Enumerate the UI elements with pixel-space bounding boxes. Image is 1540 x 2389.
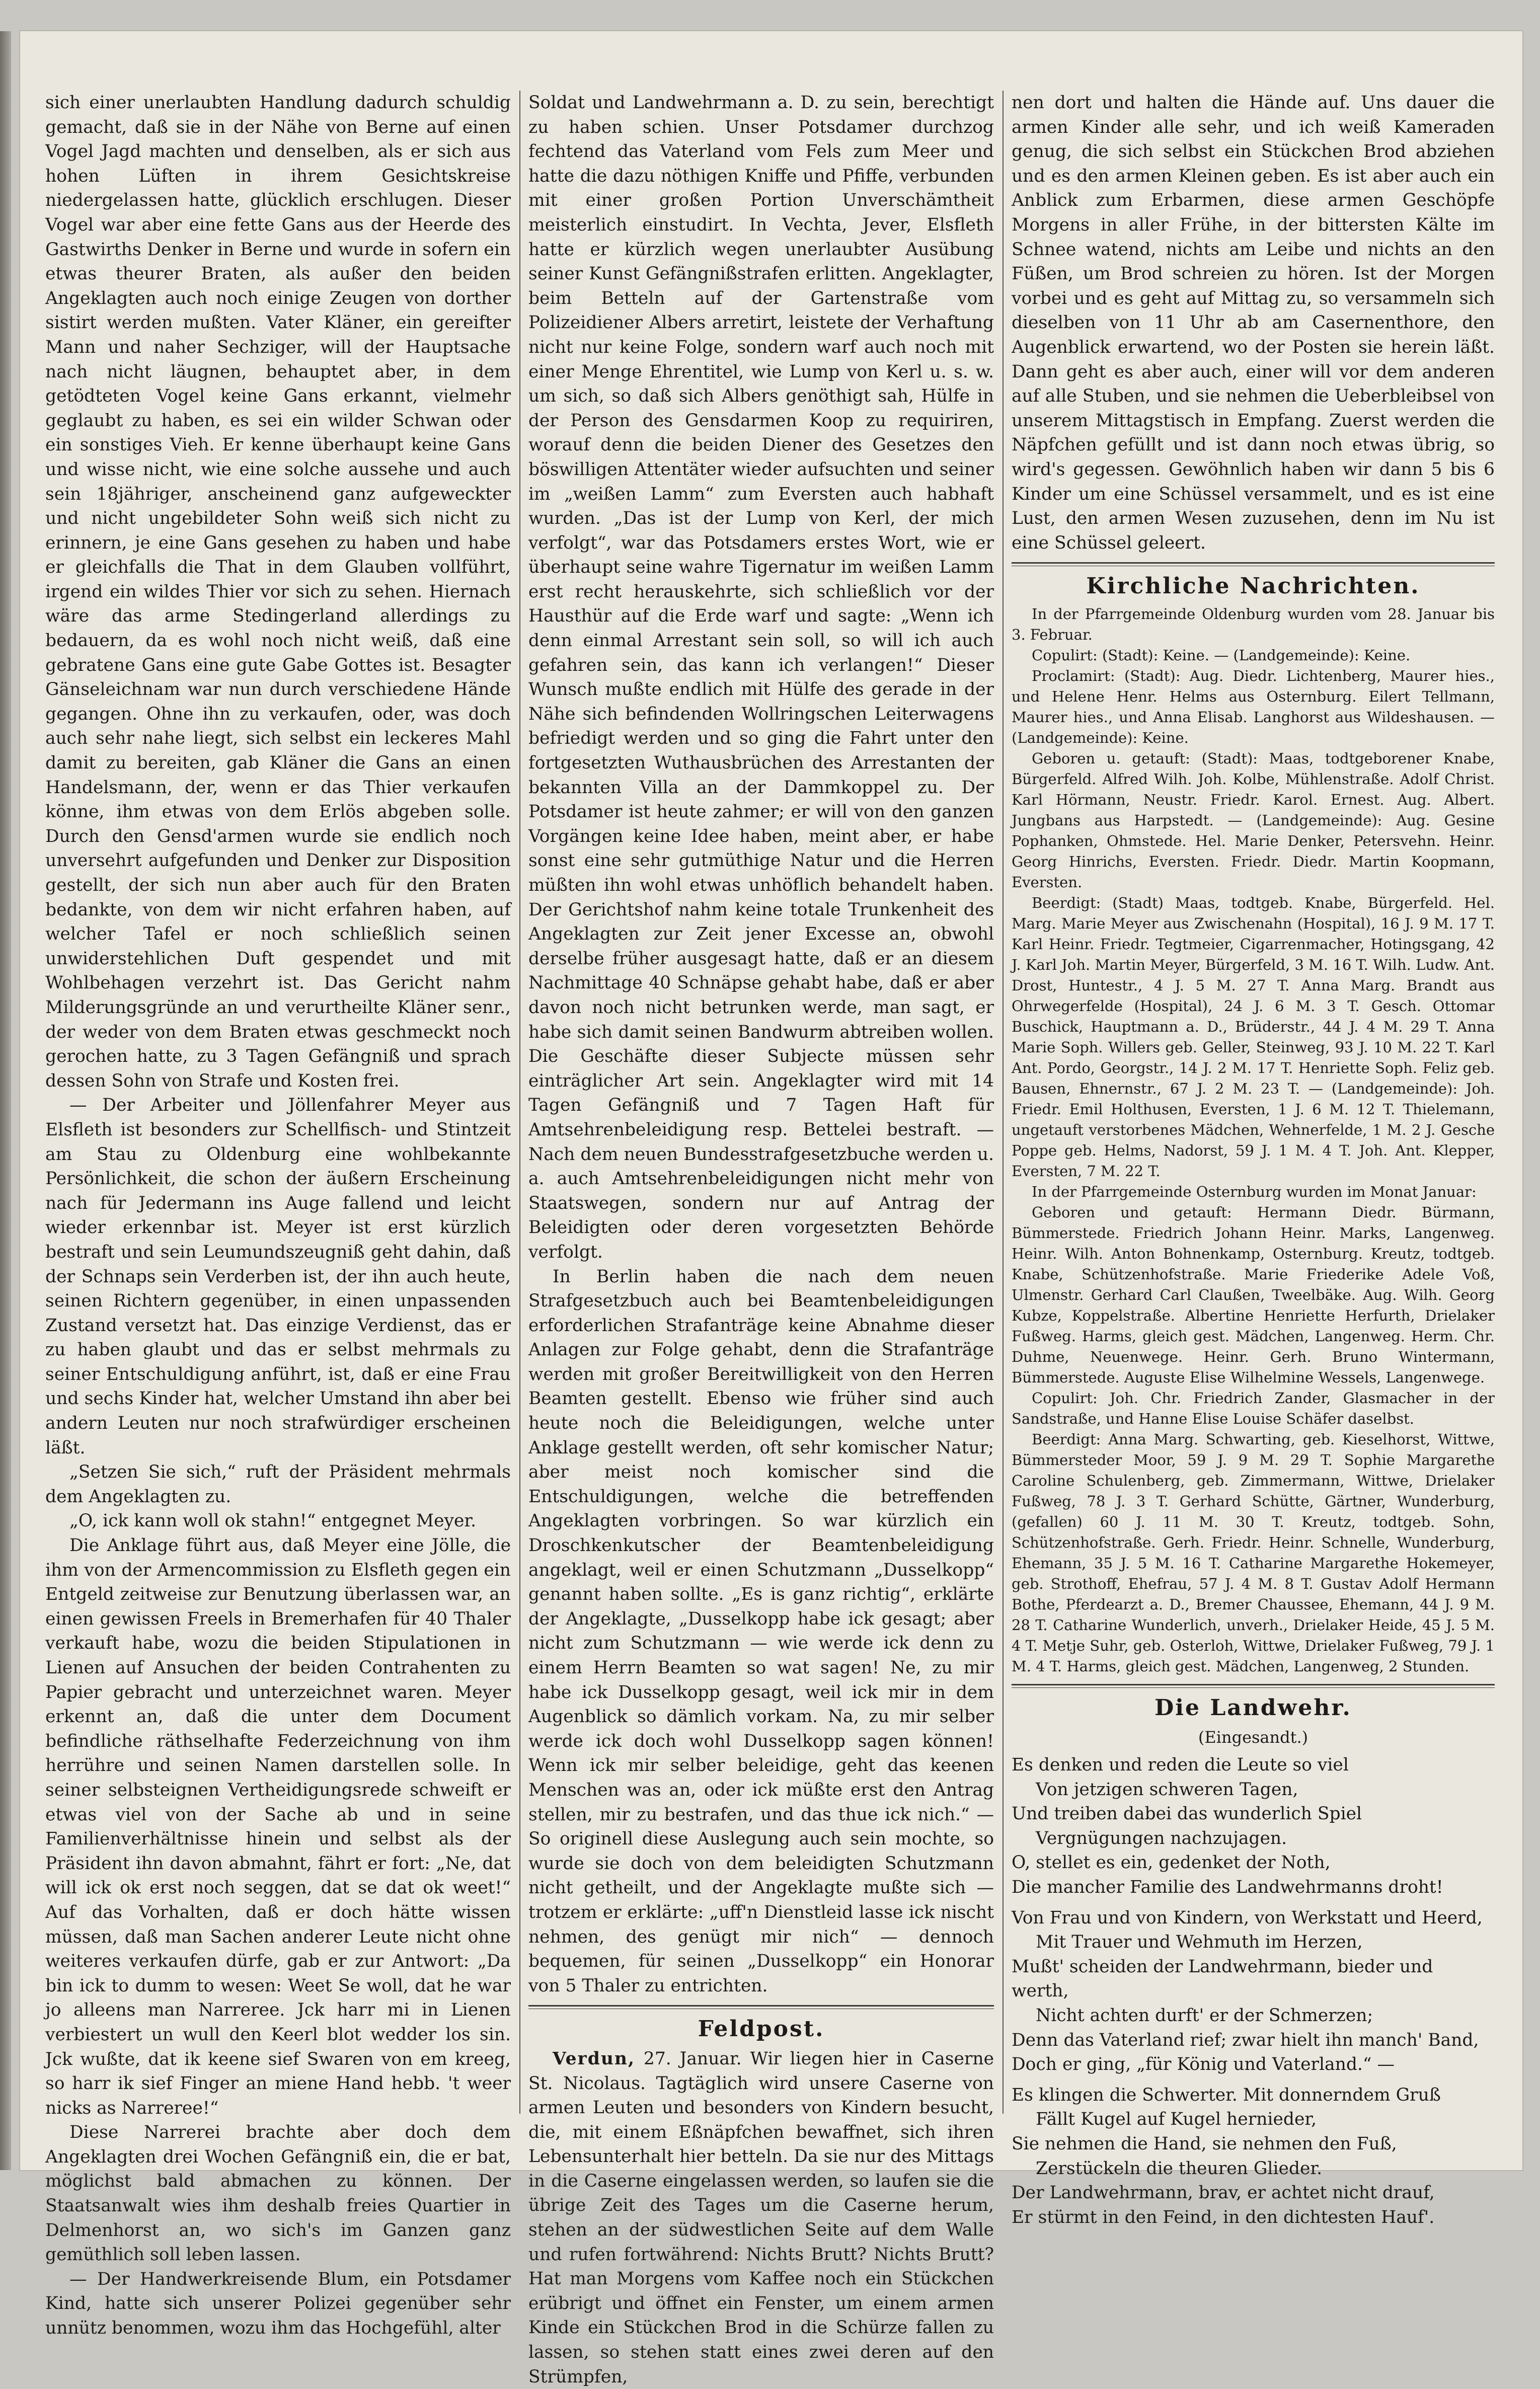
article-paragraph: „Setzen Sie sich,“ ruft der Präsident mehrmals dem Angeklagten zu. xyxy=(45,1462,511,1507)
poem-line: Sie nehmen die Hand, sie nehmen den Fuß, xyxy=(1012,2133,1397,2154)
section-heading-feldpost: Feldpost. xyxy=(698,2016,825,2042)
section-heading-kirchliche: Kirchliche Nachrichten. xyxy=(1086,573,1420,599)
section-divider xyxy=(1012,562,1495,566)
article-paragraph: Die Anklage führt aus, daß Meyer eine Jölle, die ihm von der Armencommission zu Elsfleth gegen ein Entgeld zeitweise zur Benutzung überlassen war, an einen gewissen Freels in Bremerhafen für 40 Thaler verkauft habe, wozu die beiden Stipulationen in Lienen auf Ansuchen der beiden Contrahenten zu Papier gebracht und unterzeichnet waren. Meyer erkennt an, daß die unter dem Document befindliche räthselhafte Federzeichnung von ihm herrühre und seinen Namen darstellen solle. In seiner selbsteignen Vertheidigungsrede schweift er etwas viel von der Sache ab und in seine Familienverhältnisse hinein und selbst als der Präsident ihn davon abmahnt, fährt er fort: „Ne, dat will ick ok erst noch seggen, dat se dat ok weet!“ Auf das Vorhalten, daß er doch hätte wissen müssen, daß man Sachen anderer Leute nicht ohne weiteres verkaufen dürfe, gab er zur Antwort: „Da bin ick to dumm to wesen: Weet Se woll, dat he war jo alleens man Narreree. Jck harr mi in Lienen verbiestert un wull den Keerl blot wedder los sin. Jck wußte, dat ik keene sief Swaren von em kreeg, so harr ik sief Finger an miene Hand hebb. 't weer nicks as Narreree!“ xyxy=(45,1535,511,2118)
poem-line: O, stellet es ein, gedenket der Noth, xyxy=(1012,1853,1331,1873)
church-entry: Geboren u. getauft: (Stadt): Maas, todtgeborener Knabe, Bürgerfeld. Alfred Wilh. Joh. Kolbe, Mühlenstraße. Adolf Christ. Karl Hörmann, Neustr. Friedr. Karol. Ernest. Aug. Albert. Jungbans aus Harpstedt. — (Landgemeinde): Aug. Gesine Pophanken, Ohmstede. Hel. Marie Denker, Petersvehn. Heinr. Georg Hinrichs, Eversten. Friedr. Diedr. Martin Koopmann, Eversten. xyxy=(1012,749,1495,891)
article-paragraph: „O, ick kann woll ok stahn!“ entgegnet Meyer. xyxy=(69,1511,477,1531)
dateline: Verdun, xyxy=(553,2048,636,2069)
poem-line: Von Frau und von Kindern, von Werkstatt und Heerd, xyxy=(1012,1907,1483,1928)
church-intro: In der Pfarrgemeinde Osternburg wurden im Monat Januar: xyxy=(1032,1183,1477,1200)
feldpost-text: 27. Januar. Wir liegen hier in Caserne St. Nicolaus. Tagtäglich wird unsere Caserne von armen Leuten und besonders von Kindern besucht, die, mit einem Eßnäpfchen bewaffnet, sich ihren Lebensunterhalt hier betteln. Da sie nur des Mittags in die Caserne eingelassen werden, so laufen sie die übrige Zeit des Tages um die Caserne herum, stehen an der südwestlichen Seite auf dem Walle und rufen fortwährend: Nichts Brutt? Nichts Brutt? Hat man Morgens vom Kaffee noch ein Stückchen erübrigt und öffnet ein Fenster, um einem armen Kinde ein Stückchen Brod in die Schürze fallen zu lassen, so stehen statt eines zwei deren auf den Strümpfen, xyxy=(528,2048,994,2387)
article-paragraph: sich einer unerlaubten Handlung dadurch schuldig gemacht, daß sie in der Nähe von Berne auf einen Vogel Jagd machten und denselben, als er sich aus hohen Lüften in ihrem Gesichtskreise niedergelassen hatte, glücklich erschlugen. Dieser Vogel war aber eine fette Gans aus der Heerde des Gastwirths Denker in Berne und wurde in sofern ein etwas theurer Braten, als außer den beiden Angeklagten auch noch einige Zeugen von dorther sistirt werden mußten. Vater Kläner, ein gereifter Mann und naher Sechziger, will der Hauptsache nach nicht läugnen, behauptet aber, in dem getödteten Vogel keine Gans erkannt, vielmehr geglaubt zu haben, es sei ein wilder Schwan oder ein sonstiges Vieh. Er kenne überhaupt keine Gans und wisse nicht, wie eine solche aussehe und auch sein 18jähriger, anscheinend ganz aufgeweckter und nicht ungebildeter Sohn weiß sich nicht zu erinnern, je eine Gans gesehen zu haben und habe er gleichfalls die That in dem Glauben vollführt, irgend ein wildes Thier vor sich zu sehen. Hiernach wäre das arme Stedingerland allerdings zu bedauern, da es wohl noch nicht weiß, daß eine gebratene Gans eine gute Gabe Gottes ist. Besagter Gänseleichnam war nun durch verschiedene Hände gegangen. Ohne ihn zu verkaufen, oder, was doch auch sehr nahe liegt, sich selbst ein leckeres Mahl damit zu bereiten, gab Kläner die Gans an einen Handelsmann, der, wenn er das Thier verkaufen könne, ihm etwas von dem Erlös abgeben solle. Durch den Gensd'armen wurde sie endlich noch unversehrt aufgefunden und Denker zur Disposition gestellt, der sich nun aber auch für den Braten bedankte, von dem wir nicht erfahren haben, auf welcher Tafel er noch schließlich seinen unwiderstehlichen Duft gespendet und mit Wohlbehagen verzehrt ist. Das Gericht nahm Milderungsgründe an und verurtheilte Kläner senr., der weder von dem Braten etwas geschmeckt noch gerochen hatte, zu 3 Tagen Gefängniß und sprach dessen Sohn von Strafe und Kosten frei. xyxy=(45,93,511,1091)
column-rule xyxy=(1003,91,1004,2114)
church-entry: Proclamirt: (Stadt): Aug. Diedr. Lichtenberg, Maurer hies., und Helene Henr. Helms aus Osternburg. Eilert Tellmann, Maurer hies., und Anna Elisab. Langhorst aus Wildeshausen. — (Landgemeinde): Keine. xyxy=(1012,667,1495,746)
article-paragraph: Diese Narrerei brachte aber doch dem Angeklagten drei Wochen Gefängniß ein, die er bat, möglichst bald abmachen zu können. Der Staatsanwalt wies ihm deshalb freies Quartier in Delmenhorst an, wo sich's im Ganzen ganz gemüthlich soll leben lassen. xyxy=(45,2122,511,2265)
church-entry: Geboren und getauft: Hermann Diedr. Bürmann, Bümmerstede. Friedrich Johann Heinr. Marks, Langenweg. Heinr. Wilh. Anton Bohnenkamp, Osternburg. Kreutz, todtgeb. Knabe, Schützenhofstraße. Marie Friederike Adele Voß, Ulmenstr. Gerhard Carl Claußen, Tweelbäke. Aug. Wilh. Georg Kubze, Koppelstraße. Albertine Henriette Herfurth, Drielaker Fußweg. Harms, gleich gest. Mädchen, Langenweg. Herm. Chr. Duhme, Neuenwege. Heinr. Gerh. Bruno Wintermann, Bümmerstede. Auguste Elise Wilhelmine Wessels, Langenwege. xyxy=(1012,1203,1495,1386)
poem-line: Doch er ging, „für König und Vaterland.“ — xyxy=(1012,2054,1395,2075)
newspaper-page xyxy=(20,31,1522,2387)
article-paragraph: Soldat und Landwehrmann a. D. zu sein, berechtigt zu haben schien. Unser Potsdamer durchzog fechtend das Vaterland vom Fels zum Meer und hatte die dazu nöthigen Kniffe und Pfiffe, verbunden mit einer großen Portion Unverschämtheit meisterlich einstudirt. In Vechta, Jever, Elsfleth hatte er kürzlich wegen unerlaubter Ausübung seiner Kunst Gefängnißstrafen erlitten. Angeklagter, beim Betteln auf der Gartenstraße vom Polizeidiener Albers arretirt, leistete der Verhaftung nicht nur keine Folge, sondern warf auch noch mit einer Menge Ehrentitel, wie Lump von Kerl u. s. w. um sich, so daß sich Albers genöthigt sah, Hülfe in der Person des Gensdarmen Koop zu requiriren, worauf denn die beiden Diener des Gesetzes den böswilligen Attentäter wieder aufsuchten und seiner im „weißen Lamm“ zum Eversten auch habhaft wurden. „Das ist der Lump von Kerl, der mich verfolgt“, war das Potsdamers erstes Wort, wie er überhaupt seine wahre Tigernatur im weißen Lamm erst recht herauskehrte, sich schließlich vor der Hausthür auf die Erde warf und sagte: „Wenn ich denn einmal Arrestant sein soll, so will ich auch gefahren sein, das kann ich verlangen!“ Dieser Wunsch mußte endlich mit Hülfe des gerade in der Nähe sich befindenden Wollringschen Leiterwagens befriedigt werden und so ging die Fahrt unter den fortgesetzten Wuthausbrüchen des Arrestanten der bekannten Villa an der Dammkoppel zu. Der Potsdamer ist heute zahmer; er will von den ganzen Vorgängen keine Idee haben, meint aber, er habe sonst eine sehr gutmüthige Natur und die Herren müßten ihn wohl etwas unhöflich behandelt haben. Der Gerichtshof nahm keine totale Trunkenheit des Angeklagten zur Zeit jener Excesse an, obwohl derselbe früher ausgesagt hatte, daß er an diesem Nachmittage 40 Schnäpse gehabt habe, daß er aber davon noch nicht betrunken werde, man sagt, er habe sich damit seinen Bandwurm abtreiben wollen. Die Geschäfte dieser Subjecte müssen sehr einträglicher Art sein. Angeklagter wird mit 14 Tagen Gefängniß und 7 Tagen Haft für Amtsehrenbeleidigung resp. Bettelei bestraft. — Nach dem neuen Bundesstrafgesetzbuche werden u. a. auch Amtsehrenbeleidigungen nicht mehr von Staatswegen, sondern nur auf Antrag der Beleidigten oder deren vorgesetzten Behörde verfolgt. xyxy=(528,93,994,1262)
section-divider xyxy=(1012,1684,1495,1688)
poem xyxy=(1012,1753,1495,2229)
article-paragraph: nen dort und halten die Hände auf. Uns dauer die armen Kinder alle sehr, und ich weiß Kameraden genug, die sich selbst ein Stückchen Brod abziehen und es den armen Kleinen geben. Es ist aber auch ein Anblick zum Erbarmen, diese armen Geschöpfe Morgens in aller Frühe, in der bittersten Kälte im Schnee watend, nichts am Leibe und nichts an den Füßen, um Brod schreien zu hören. Ist der Morgen vorbei und es geht auf Mittag zu, so versammeln sich dieselben von 11 Uhr ab am Casernenthore, den Augenblick erwartend, wo der Posten sie herein läßt. Dann geht es aber auch, einer will vor dem anderen auf alle Stuben, und sie nehmen die Ueberbleibsel von unserem Mittagstisch in Empfang. Zuerst werden die Näpfchen gefüllt und ist dann noch etwas übrig, so wird's gegessen. Gewöhnlich haben wir dann 5 bis 6 Kinder um eine Schüssel versammelt, und es ist eine Lust, den armen Wesen zuzusehen, denn im Nu ist eine Schüssel geleert. xyxy=(1012,93,1495,553)
poem-title: Die Landwehr. xyxy=(1154,1694,1352,1721)
column-2 xyxy=(528,91,994,2387)
poem-line: Die mancher Familie des Landwehrmanns droht! xyxy=(1012,1877,1443,1898)
article-paragraph: — Der Handwerkreisende Blum, ein Potsdamer Kind, hatte sich unserer Polizei gegenüber sehr unnütz benommen, wozu ihm das Hochgefühl, alter xyxy=(45,2269,511,2339)
poem-line: Mußt' scheiden der Landwehrmann, bieder und werth, xyxy=(1012,1956,1433,2001)
poem-line: Von jetzigen schweren Tagen, xyxy=(1036,1779,1298,1800)
column-3 xyxy=(1012,91,1495,2227)
church-entry: Beerdigt: (Stadt) Maas, todtgeb. Knabe, Bürgerfeld. Hel. Marg. Marie Meyer aus Zwischenahn (Hospital), 16 J. 9 M. 17 T. Karl Heinr. Friedr. Tegtmeier, Cigarrenmacher, Hotingsgang, 42 J. Karl Joh. Martin Meyer, Bürgerfeld, 3 M. 16 T. Wilh. Ludw. Ant. Drost, Huntestr., 4 J. 5 M. 27 T. Anna Marg. Brandt aus Ohrwegerfelde (Hospital), 24 J. 6 M. 3 T. Gesch. Ottomar Buschick, Hauptmann a. D., Brüderstr., 44 J. 4 M. 29 T. Anna Marie Soph. Willers geb. Geller, Steinweg, 93 J. 10 M. 22 T. Karl Ant. Pordo, Georgstr., 14 J. 2 M. 17 T. Henriette Soph. Feliz geb. Bausen, Ehnernstr., 67 J. 2 M. 23 T. — (Landgemeinde): Joh. Friedr. Emil Holthusen, Eversten, 1 J. 6 M. 12 T. Thielemann, ungetauft verstorbenes Mädchen, Wehnerfelde, 1 M. 2 J. Gesche Poppe geb. Helms, Nadorst, 59 J. 1 M. 4 T. Joh. Ant. Klepper, Eversten, 7 M. 22 T. xyxy=(1012,894,1495,1180)
poem-subtitle: (Eingesandt.) xyxy=(1198,1728,1308,1747)
church-entry: Copulirt: (Stadt): Keine. — (Landgemeinde): Keine. xyxy=(1032,646,1411,664)
column-1 xyxy=(45,91,511,2339)
poem-line: Es denken und reden die Leute so viel xyxy=(1012,1755,1349,1776)
poem-line: Der Landwehrmann, brav, er achtet nicht drauf, xyxy=(1012,2183,1435,2203)
poem-line: Mit Trauer und Wehmuth im Herzen, xyxy=(1036,1932,1363,1953)
poem-line: Vergnügungen nachzujagen. xyxy=(1036,1828,1287,1848)
article-paragraph: — Der Arbeiter und Jöllenfahrer Meyer aus Elsfleth ist besonders zur Schellfisch- und Stintzeit am Stau zu Oldenburg eine wohlbekannte Persönlichkeit, die schon der äußern Erscheinung nach für Jedermann ins Auge fallend und leicht wieder erkennbar ist. Meyer ist erst kürzlich bestraft und sein Leumundszeugniß geht dahin, daß der Schnaps sein Verderben ist, der ihn auch heute, seinen Richtern gegenüber, in einen unpassenden Zustand versetzt hat. Das einzige Verdienst, das er zu haben glaubt und das er selbst mehrmals zu seiner Entschuldigung anführt, ist, daß er eine Frau und sechs Kinder hat, welcher Umstand ihn aber bei andern Leuten nur noch strafwürdiger erscheinen läßt. xyxy=(45,1095,511,1458)
poem-line: Fällt Kugel auf Kugel hernieder, xyxy=(1036,2109,1317,2130)
poem-line: Denn das Vaterland rief; zwar hielt ihn manch' Band, xyxy=(1012,2030,1479,2050)
church-entry: Beerdigt: Anna Marg. Schwarting, geb. Kieselhorst, Wittwe, Bümmersteder Moor, 59 J. 9 M. 29 T. Sophie Margarethe Caroline Schulenberg, geb. Zimmermann, Wittwe, Drielaker Fußweg, 78 J. 3 T. Gerhard Schütte, Gärtner, Wunderburg, (gefallen) 60 J. 11 M. 30 T. Kreutz, todtgeb. Sohn, Schützenhofstraße. Gerh. Friedr. Heinr. Schnelle, Wunderburg, Ehemann, 35 J. 5 M. 16 T. Catharine Margarethe Hokemeyer, geb. Strothoff, Ehefrau, 57 J. 4 M. 8 T. Gustav Adolf Hermann Bothe, Pferdearzt a. D., Bremer Chaussee, Ehemann, 44 J. 9 M. 28 T. Catharine Wunderlich, unverh., Drielaker Heide, 45 J. 5 M. 4 T. Metje Suhr, geb. Osterloh, Wittwe, Drielaker Fußweg, 79 J. 1 M. 4 T. Harms, gleich gest. Mädchen, Langenweg, 2 Stunden. xyxy=(1012,1430,1495,1675)
poem-line: Und treiben dabei das wunderlich Spiel xyxy=(1012,1804,1362,1824)
column-rule xyxy=(519,91,520,2114)
church-entry: Copulirt: Joh. Chr. Friedrich Zander, Glasmacher in der Sandstraße, und Hanne Elise Louise Schäfer daselbst. xyxy=(1012,1389,1495,1427)
church-intro: In der Pfarrgemeinde Oldenburg wurden vom 28. Januar bis 3. Februar. xyxy=(1012,605,1495,643)
article-paragraph: In Berlin haben die nach dem neuen Strafgesetzbuch auch bei Beamtenbeleidigungen erforderlichen Strafanträge keine Abnahme dieser Anlagen zur Folge gehabt, denn die Strafanträge werden mit großer Bereitwilligkeit von den Herren Beamten gestellt. Ebenso wie früher sind auch heute noch die Beleidigungen, welche unter Anklage gestellt werden, oft sehr komischer Natur; aber meist noch komischer sind die Entschuldigungen, welche die betreffenden Angeklagten vorbringen. So war kürzlich ein Droschkenkutscher der Beamtenbeleidigung angeklagt, weil er einen Schutzmann „Dusselkopp“ genannt haben sollte. „Es is ganz richtig“, erklärte der Angeklagte, „Dusselkopp habe ick gesagt; aber nicht zum Schutzmann — wie werde ick denn zu einem Herrn Beamten so wat sagen! Ne, zu mir habe ick Dusselkopp gesagt, weil ick mir in dem Augenblick so dämlich vorkam. Na, zu mir selber werde ick doch wohl Dusselkopp sagen können! Wenn ick mir selber beleidige, geht das keenen Menschen was an, oder ick müßte erst den Antrag stellen, mir zu bestrafen, und das thue ick nich.“ — So originell diese Auslegung auch sein mochte, so wurde sie doch von dem beleidigten Schutzmann nicht getheilt, und der Angeklagte mußte sich — trotzem er erklärte: „uff'n Dienstleid lasse ick nischt nehmen, des genügt mir nich“ — dennoch bequemen, für seinen „Dusselkopp“ ein Honorar von 5 Thaler zu entrichten. xyxy=(528,1266,994,1996)
poem-line: Nicht achten durft' er der Schmerzen; xyxy=(1036,2006,1373,2026)
poem-stanza xyxy=(1012,2083,1495,2230)
poem-stanza xyxy=(1012,1906,1495,2077)
poem-line: Es klingen die Schwerter. Mit donnerndem Gruß xyxy=(1012,2085,1441,2105)
church-notices xyxy=(1012,604,1495,1677)
poem-line: Er stürmt in den Feind, in den dichtesten Hauf'. xyxy=(1012,2207,1435,2227)
poem-line: Zerstückeln die theuren Glieder. xyxy=(1036,2158,1323,2179)
page-edge xyxy=(0,31,11,2170)
section-divider xyxy=(528,2005,994,2009)
poem-stanza xyxy=(1012,1753,1495,1900)
article-paragraph xyxy=(528,2047,994,2389)
